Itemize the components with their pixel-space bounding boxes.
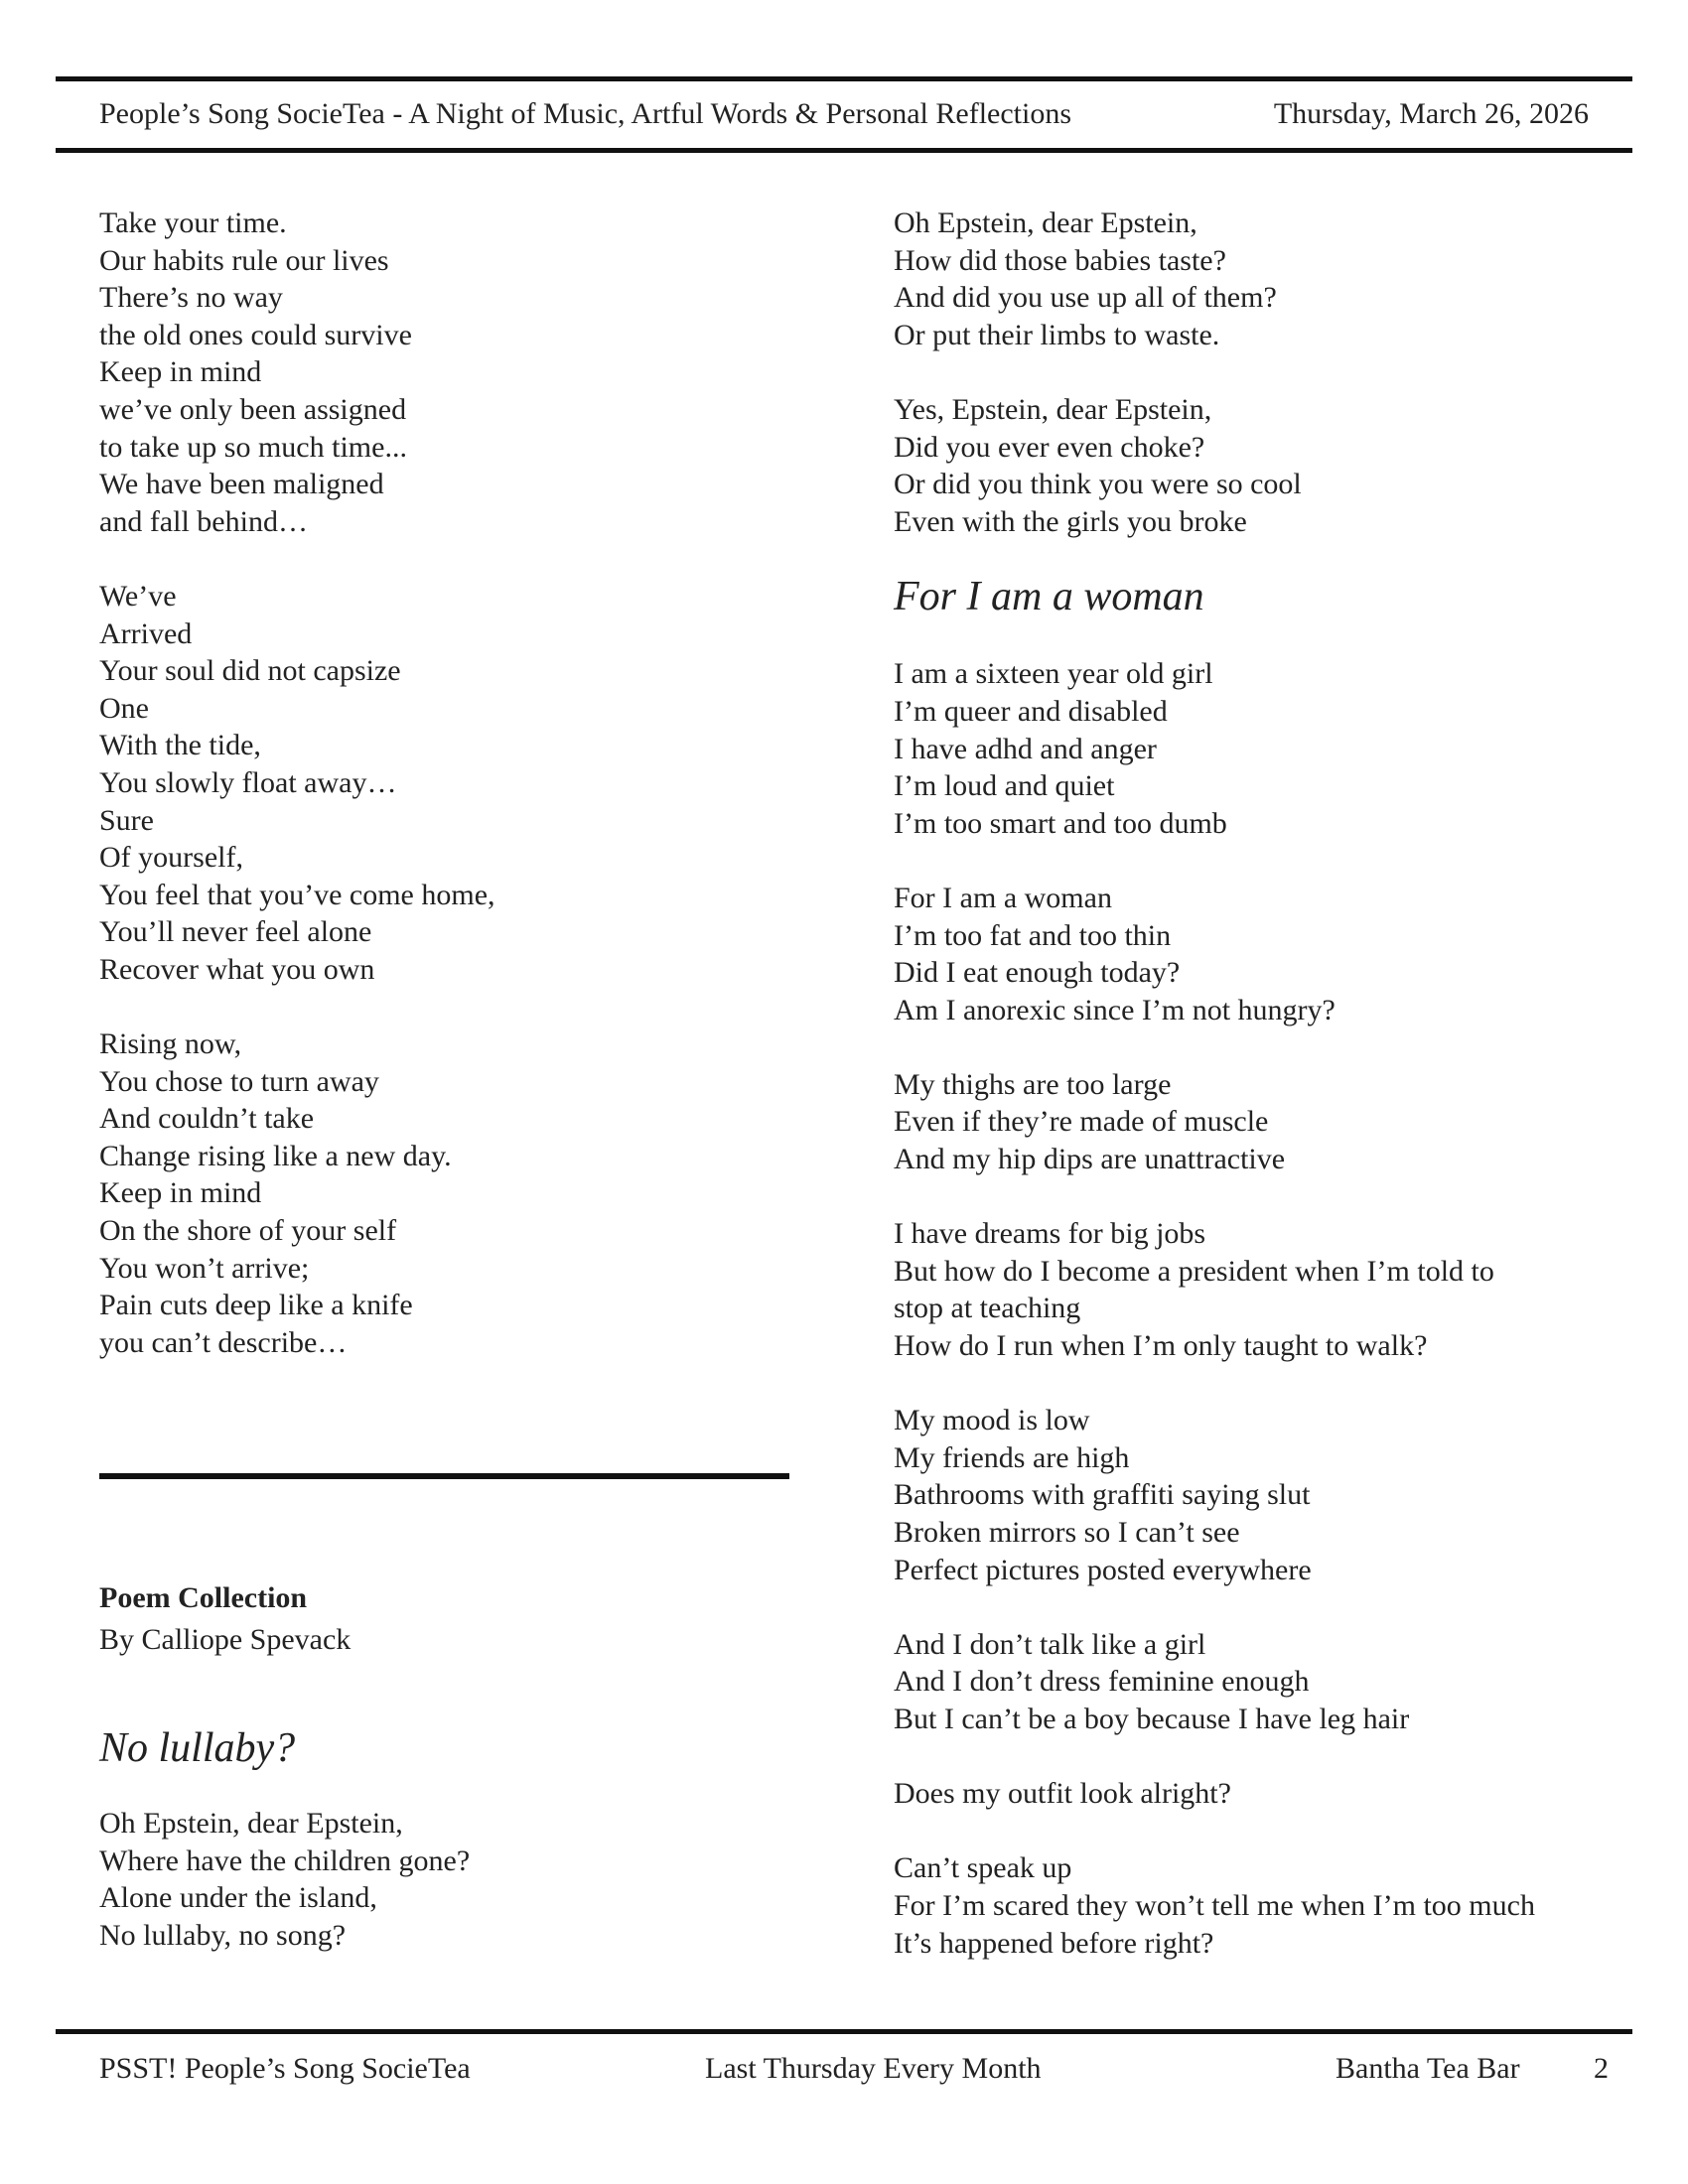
stanza bbox=[99, 578, 794, 989]
poem-no-lullaby bbox=[99, 1723, 794, 1954]
poem-line: We’ve bbox=[99, 579, 177, 613]
stanza bbox=[894, 391, 1609, 540]
poem-line: the old ones could survive bbox=[99, 318, 412, 351]
poem-line: But how do I become a president when I’m told to bbox=[894, 1254, 1494, 1288]
poem-line: My thighs are too large bbox=[894, 1067, 1172, 1101]
poem-line: Bathrooms with graffiti saying slut bbox=[894, 1478, 1311, 1512]
poem-line: Pain cuts deep like a knife bbox=[99, 1289, 413, 1322]
poem-line: Keep in mind bbox=[99, 355, 262, 389]
poem-line: And couldn’t take bbox=[99, 1102, 315, 1136]
poem-line: Did you ever even choke? bbox=[894, 430, 1205, 464]
poem-line: It’s happened before right? bbox=[894, 1926, 1214, 1960]
poem-line: You chose to turn away bbox=[99, 1064, 379, 1098]
stanza bbox=[894, 1215, 1609, 1364]
stanza bbox=[894, 880, 1609, 1028]
poem-line: For I am a woman bbox=[894, 881, 1112, 914]
poem-line: Sure bbox=[99, 803, 154, 837]
poem-line: There’s no way bbox=[99, 281, 283, 315]
poem-line: Broken mirrors so I can’t see bbox=[894, 1516, 1240, 1549]
poem-title: For I am a woman bbox=[894, 574, 1204, 620]
poem-line: Or did you think you were so cool bbox=[894, 468, 1302, 501]
poem-line: I have adhd and anger bbox=[894, 732, 1157, 765]
poem-line: Change rising like a new day. bbox=[99, 1139, 452, 1172]
poem-line: I am a sixteen year old girl bbox=[894, 657, 1213, 691]
poem-line: My friends are high bbox=[894, 1440, 1130, 1474]
poem-line: You won’t arrive; bbox=[99, 1251, 310, 1285]
poem-line: And my hip dips are unattractive bbox=[894, 1143, 1286, 1176]
poem-line: Even if they’re made of muscle bbox=[894, 1105, 1269, 1139]
poem-line: I’m queer and disabled bbox=[894, 694, 1168, 728]
poem-line: Oh Epstein, dear Epstein, bbox=[99, 1807, 403, 1840]
stanza bbox=[894, 1849, 1609, 1962]
poem-line: We have been maligned bbox=[99, 468, 384, 501]
stanza bbox=[99, 1805, 794, 1954]
poem-line: You’ll never feel alone bbox=[99, 915, 372, 949]
poem-line: And I don’t talk like a girl bbox=[894, 1627, 1206, 1661]
collection-author: By Calliope Spevack bbox=[99, 1623, 352, 1656]
poem-line: we’ve only been assigned bbox=[99, 392, 407, 426]
footer-center: Last Thursday Every Month bbox=[705, 2052, 1042, 2085]
header-title: People’s Song SocieTea - A Night of Music, Artful Words & Personal Reflections bbox=[99, 97, 1071, 130]
poem-line: Rising now, bbox=[99, 1027, 242, 1061]
left-column-poem bbox=[99, 205, 794, 1399]
poem-line: Of yourself, bbox=[99, 841, 243, 875]
poem-line: With the tide, bbox=[99, 729, 261, 762]
poem-line: you can’t describe… bbox=[99, 1325, 348, 1359]
poem-line: Recover what you own bbox=[99, 952, 375, 986]
poem-line: Our habits rule our lives bbox=[99, 243, 389, 277]
poem-line: Did I eat enough today? bbox=[894, 956, 1181, 990]
header-bottom-rule bbox=[56, 148, 1632, 153]
poem-collection-heading bbox=[99, 1578, 794, 1660]
stanza bbox=[894, 1626, 1609, 1738]
poem-title: No lullaby? bbox=[99, 1725, 296, 1771]
poem-line: I’m too smart and too dumb bbox=[894, 806, 1227, 840]
poem-line: How do I run when I’m only taught to walk? bbox=[894, 1329, 1428, 1363]
poem-line: I have dreams for big jobs bbox=[894, 1217, 1206, 1251]
poem-line: Yes, Epstein, dear Epstein, bbox=[894, 392, 1212, 426]
poem-line: But I can’t be a boy because I have leg hair bbox=[894, 1702, 1410, 1735]
stanza bbox=[894, 205, 1609, 353]
right-column-poems bbox=[894, 205, 1609, 1999]
stanza bbox=[99, 205, 794, 540]
poem-line: Perfect pictures posted everywhere bbox=[894, 1553, 1312, 1586]
poem-line: Or put their limbs to waste. bbox=[894, 318, 1220, 351]
stanza bbox=[894, 1066, 1609, 1178]
poem-line: Arrived bbox=[99, 616, 193, 650]
poem-line: I’m too fat and too thin bbox=[894, 918, 1172, 952]
footer-venue: Bantha Tea Bar bbox=[1336, 2052, 1520, 2085]
poem-line: Am I anorexic since I’m not hungry? bbox=[894, 993, 1336, 1026]
poem-line: And I don’t dress feminine enough bbox=[894, 1665, 1310, 1699]
poem-line: Does my outfit look alright? bbox=[894, 1777, 1231, 1811]
page-number: 2 bbox=[1594, 2052, 1609, 2085]
poem-line: On the shore of your self bbox=[99, 1214, 397, 1248]
poem-line: You slowly float away… bbox=[99, 765, 397, 799]
poem-line: Can’t speak up bbox=[894, 1851, 1072, 1885]
stanza bbox=[894, 1402, 1609, 1588]
section-divider bbox=[99, 1473, 789, 1479]
poem-line: Oh Epstein, dear Epstein, bbox=[894, 206, 1197, 239]
stanza bbox=[99, 1025, 794, 1361]
poem-line: My mood is low bbox=[894, 1404, 1090, 1437]
poem-line: Keep in mind bbox=[99, 1176, 262, 1210]
poem-line: No lullaby, no song? bbox=[99, 1918, 347, 1952]
header-date: Thursday, March 26, 2026 bbox=[1273, 97, 1589, 130]
poem-line: For I’m scared they won’t tell me when I’m too much bbox=[894, 1888, 1535, 1922]
poem-line: Even with the girls you broke bbox=[894, 504, 1247, 538]
poem-line: to take up so much time... bbox=[99, 430, 407, 464]
collection-title: Poem Collection bbox=[99, 1581, 308, 1614]
stanza bbox=[894, 1775, 1609, 1813]
poem-line: One bbox=[99, 691, 149, 725]
poem-line: and fall behind… bbox=[99, 504, 308, 538]
poem-line: You feel that you’ve come home, bbox=[99, 878, 495, 911]
footer-left: PSST! People’s Song SocieTea bbox=[99, 2052, 471, 2085]
poem-line: I’m loud and quiet bbox=[894, 769, 1115, 803]
footer-rule bbox=[56, 2029, 1632, 2034]
poem-line: Where have the children gone? bbox=[99, 1843, 471, 1877]
poem-line: stop at teaching bbox=[894, 1292, 1081, 1325]
poem-line: Take your time. bbox=[99, 206, 287, 239]
stanza bbox=[894, 655, 1609, 842]
header-top-rule bbox=[56, 76, 1632, 81]
poem-line: How did those babies taste? bbox=[894, 243, 1226, 277]
poem-line: And did you use up all of them? bbox=[894, 281, 1277, 315]
poem-line: Alone under the island, bbox=[99, 1881, 377, 1915]
poem-line: Your soul did not capsize bbox=[99, 654, 401, 688]
